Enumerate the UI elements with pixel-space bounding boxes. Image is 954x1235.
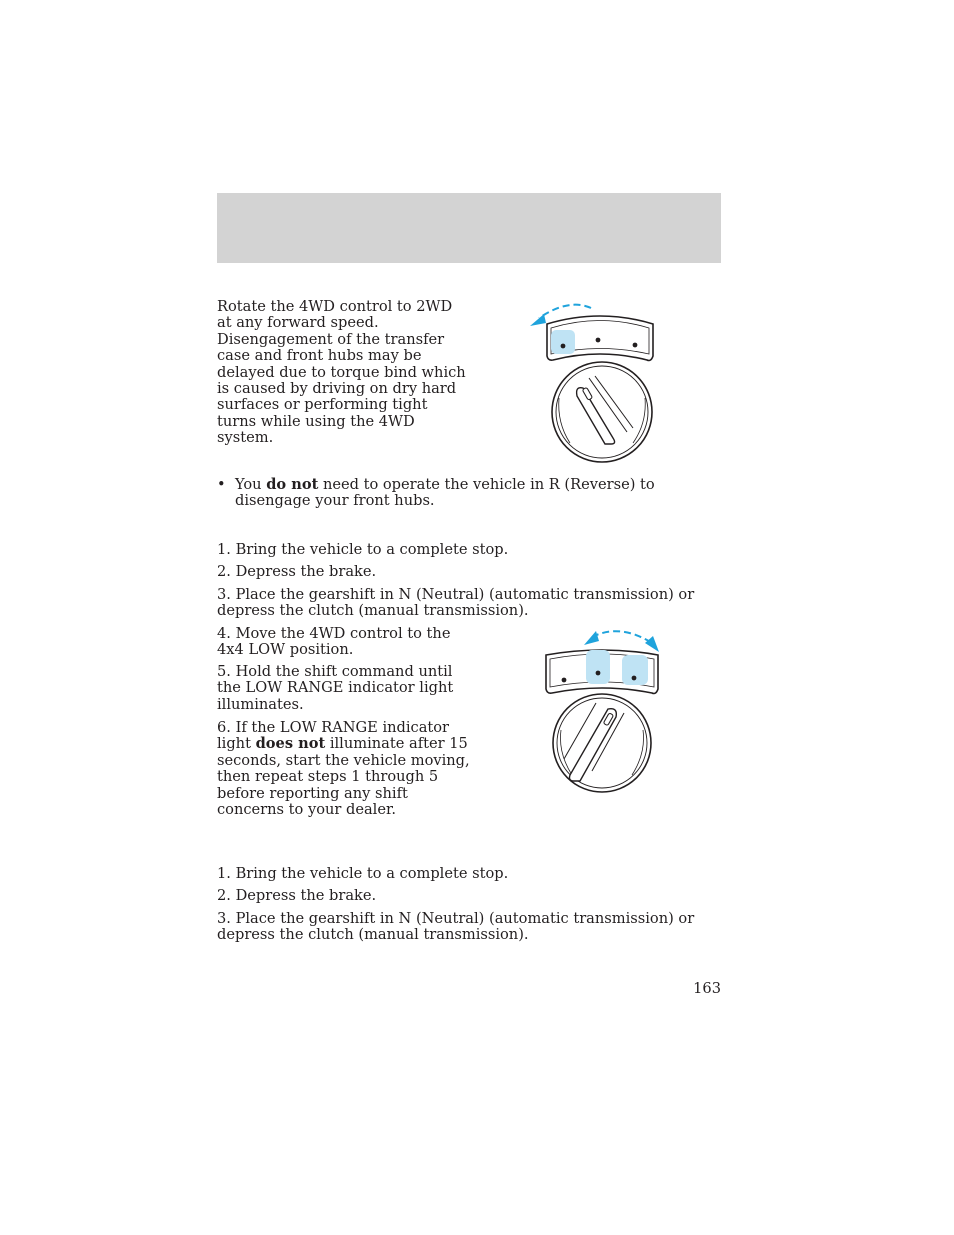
2wd-highlight [551,330,575,354]
bullet-symbol: • [217,476,226,493]
position-dot-4x4-high [596,338,601,343]
4x4-low-highlight [622,655,648,685]
arrow-head-left [584,631,599,645]
arrow-head-right [645,636,659,652]
emphasis-does-not: does not [255,735,326,753]
position-dot-4x4-low [633,343,638,348]
4wd-control-4x4-low-illustration [540,625,665,795]
procedure-b-step-3: 3. Place the gearshift in N (Neutral) (automatic transmission) or depress the clutch (manual transmission). [217,910,695,944]
control-knob [552,362,652,462]
rotate-arrow [592,631,652,643]
4wd-control-2wd-illustration [525,298,660,468]
position-dot-4x4-low [632,676,637,681]
page-number: 163 [693,980,721,997]
section-header-band [217,193,721,263]
bullet-note: • You do not need to operate the vehicle in R (Reverse) to disengage your front hubs. [217,476,655,510]
position-dot-4x4-high [596,671,601,676]
procedure-a-step-1: 1. Bring the vehicle to a complete stop. [217,541,509,558]
procedure-b-step-1: 1. Bring the vehicle to a complete stop. [217,865,509,882]
arrow-head [530,314,546,326]
position-dot-2wd [561,344,566,349]
procedure-b-step-2: 2. Depress the brake. [217,887,377,904]
position-dot-2wd [562,678,567,683]
intro-paragraph: Rotate the 4WD control to 2WD at any forward speed. Disengagement of the transfer case and front hubs may be delayed due to torque bind which is caused by driving on dry hard surfaces or performing tight turns while using the 4WD system. [217,298,466,447]
procedure-a-step-6: 6. If the LOW RANGE indicator light does not illuminate after 15 seconds, start the vehicle moving, then repeat steps 1 through 5 before reporting any shift concerns to your dealer. [217,719,470,819]
procedure-a-step-4: 4. Move the 4WD control to the 4x4 LOW position. [217,625,451,659]
procedure-a-step-2: 2. Depress the brake. [217,563,377,580]
emphasis-do-not: do not [266,476,319,493]
4x4-high-highlight [586,650,610,684]
procedure-a-step-5: 5. Hold the shift command until the LOW RANGE indicator light illuminates. [217,663,454,713]
procedure-a-step-3: 3. Place the gearshift in N (Neutral) (automatic transmission) or depress the clutch (manual transmission). [217,586,695,620]
